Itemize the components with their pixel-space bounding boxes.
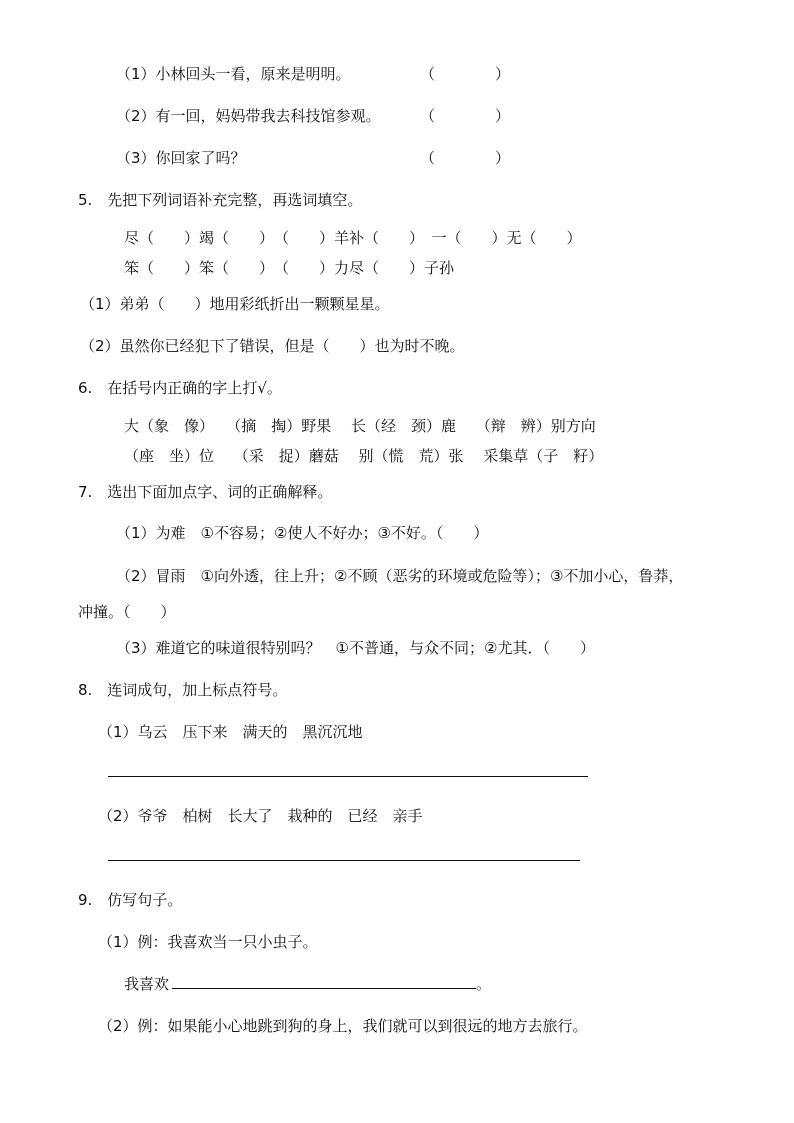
q5-sub-1[interactable]: （1）弟弟（ ）地用彩纸折出一颗颗星星。 — [80, 295, 390, 313]
q7-sub-3[interactable]: （3）难道它的味道很特别吗？ ①不普通，与众不同；②尤其．（ ） — [116, 639, 595, 657]
q5-word-row-2[interactable]: 笨（ ）笨（ ） （ ）力尽（ ）子孙 — [124, 259, 455, 277]
q4-item-3-answer-blank[interactable]: （ ） — [420, 149, 511, 167]
q9-sub-1-prefix: 我喜欢 — [124, 975, 170, 993]
q4-item-3: （3）你回家了吗？ — [116, 149, 246, 167]
q8-sub-2: （2）爷爷 柏树 长大了 栽种的 已经 亲手 — [98, 807, 423, 825]
q6-row-2[interactable]: （座 坐）位 （采 捉）蘑菇 别（慌 荒）张 采集草（子 籽） — [124, 447, 604, 465]
q9-title: 9. 仿写句子。 — [78, 891, 183, 909]
q5-title: 5. 先把下列词语补充完整，再选词填空。 — [78, 191, 363, 209]
q8-sub-1-answer-line[interactable] — [108, 776, 588, 777]
q4-item-2: （2）有一回，妈妈带我去科技馆参观。 — [116, 107, 381, 125]
q5-sub-2[interactable]: （2）虽然你已经犯下了错误，但是（ ）也为时不晚。 — [80, 337, 465, 355]
q4-item-1: （1）小林回头一看，原来是明明。 — [116, 65, 351, 83]
q7-sub-2-line-2[interactable]: 冲撞。（ ） — [78, 603, 176, 621]
q9-sub-1: （1）例：我喜欢当一只小虫子。 — [98, 933, 318, 951]
q6-title: 6. 在括号内正确的字上打√。 — [78, 379, 282, 397]
q7-sub-1[interactable]: （1）为难 ①不容易；②使人不好办；③不好。（ ） — [116, 524, 489, 542]
q4-item-1-answer-blank[interactable]: （ ） — [420, 65, 511, 83]
q9-sub-2: （2）例：如果能小心地跳到狗的身上，我们就可以到很远的地方去旅行。 — [98, 1017, 588, 1035]
q9-sub-1-suffix: 。 — [476, 975, 492, 993]
q8-sub-1: （1）乌云 压下来 满天的 黑沉沉地 — [98, 723, 363, 741]
q8-title: 8. 连词成句，加上标点符号。 — [78, 681, 288, 699]
q4-item-2-answer-blank[interactable]: （ ） — [420, 107, 511, 125]
q5-word-row-1[interactable]: 尽（ ）竭（ ） （ ）羊补（ ） 一（ ）无（ ） — [124, 229, 582, 247]
q8-sub-2-answer-line[interactable] — [108, 860, 580, 861]
q6-row-1[interactable]: 大（象 像） （摘 掏）野果 长（经 颈）鹿 （辩 辨）别方向 — [124, 417, 596, 435]
q9-sub-1-answer-line[interactable] — [172, 988, 476, 989]
q7-sub-2-line-1: （2）冒雨 ①向外透，往上升；②不顾（恶劣的环境或危险等）；③不加小心，鲁莽， — [116, 567, 684, 585]
q7-title: 7. 选出下面加点字、词的正确解释。 — [78, 483, 333, 501]
